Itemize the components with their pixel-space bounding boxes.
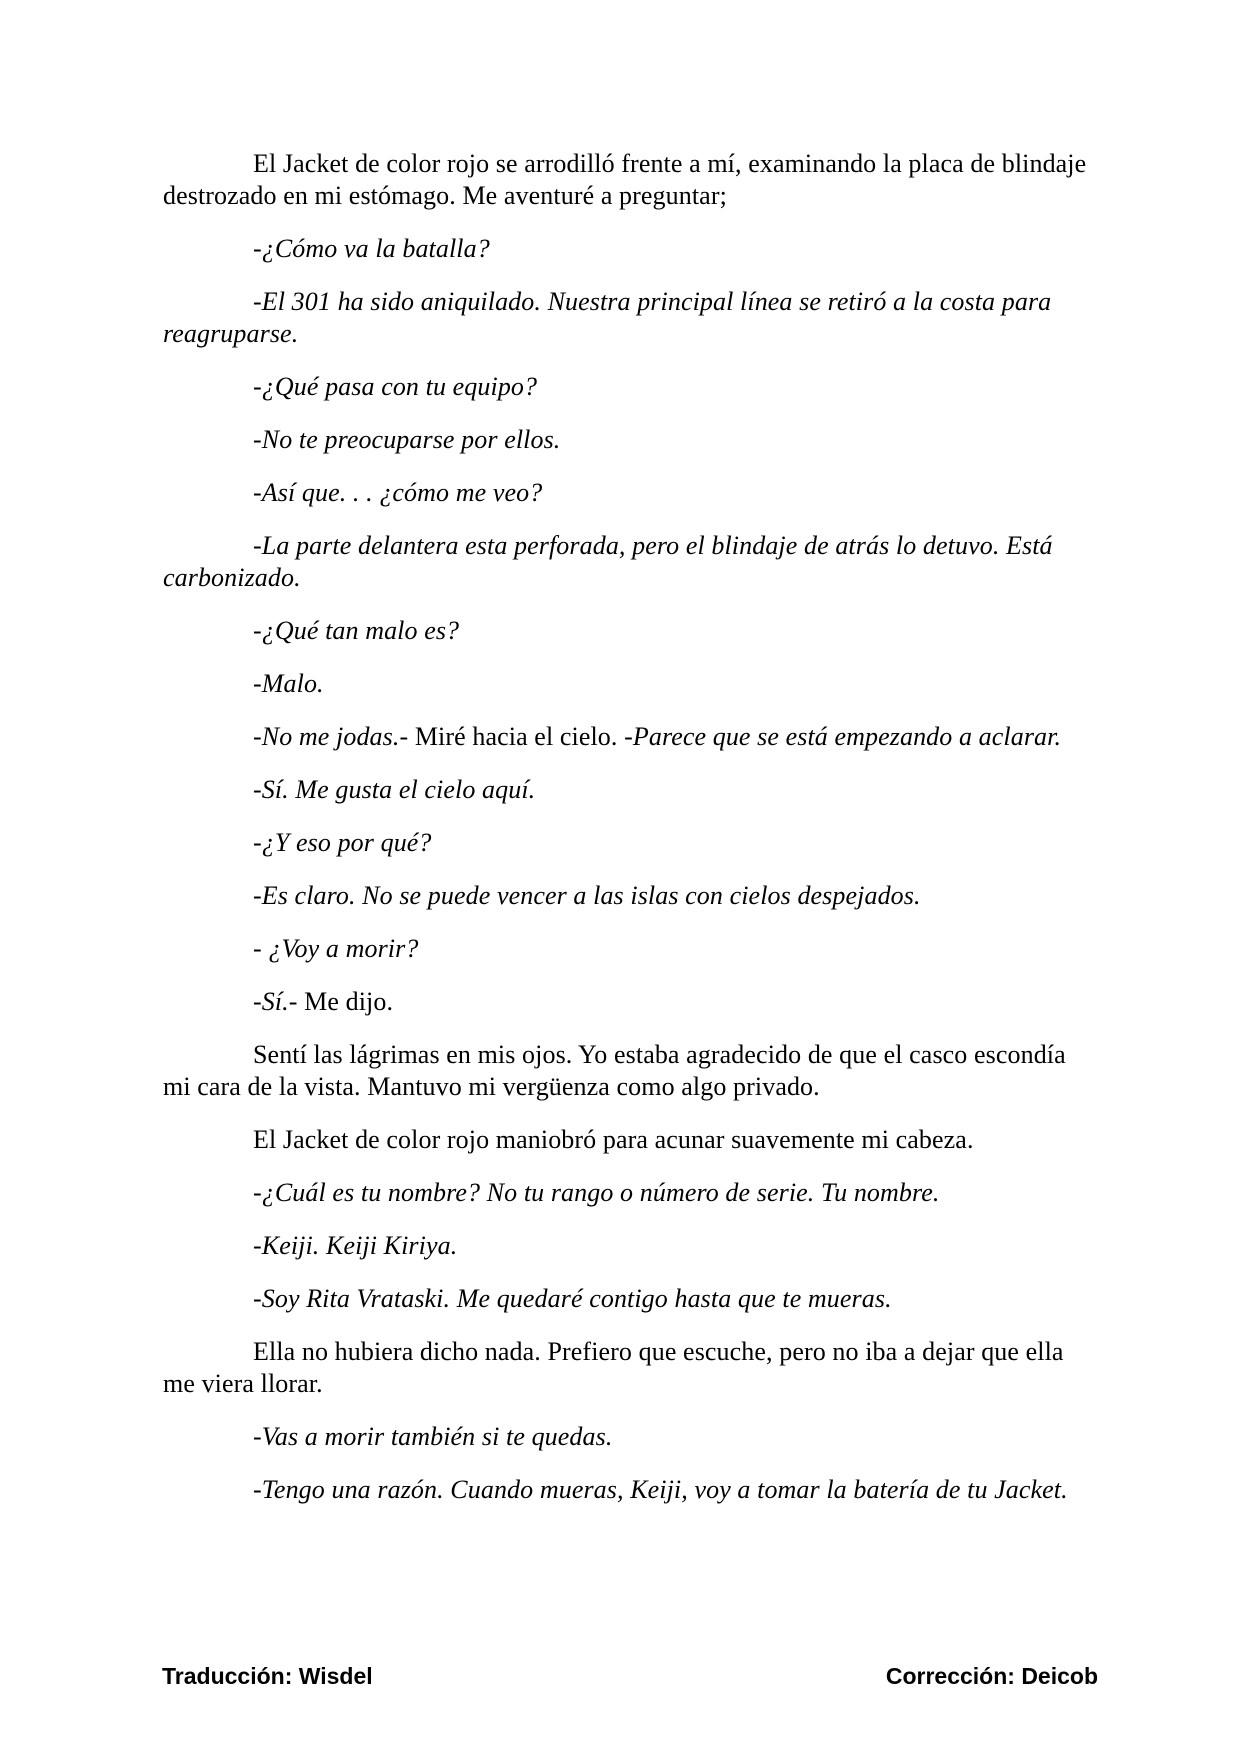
text-run: -¿Cómo va la batalla? [253, 234, 490, 263]
text-run: -Vas a morir también si te quedas. [253, 1422, 613, 1451]
text-run: El Jacket de color rojo maniobró para acunar suavemente mi cabeza. [253, 1125, 974, 1154]
paragraph [163, 827, 1089, 859]
page-footer [162, 1663, 1098, 1690]
paragraph [163, 477, 1089, 509]
text-run: -Soy Rita Vrataski. Me quedaré contigo hasta que te mueras. [253, 1284, 892, 1313]
footer-translation-credit: Traducción: Wisdel [162, 1663, 373, 1689]
text-run: -Malo. [253, 669, 324, 698]
text-run: El Jacket de color rojo se arrodilló frente a mí, examinando la placa de blindaje destrozado en mi estómago. Me aventuré a preguntar; [163, 149, 1087, 210]
paragraph [163, 371, 1089, 403]
paragraph [163, 286, 1089, 350]
text-run: Sentí las lágrimas en mis ojos. Yo estaba agradecido de que el casco escondía mi cara de la vista. Mantuvo mi vergüenza como algo privado. [163, 1040, 1066, 1101]
paragraph [163, 1336, 1089, 1400]
text-run: Me dijo. [304, 987, 394, 1016]
body-text [163, 148, 1089, 1527]
text-run: -Tengo una razón. Cuando mueras, Keiji, voy a tomar la batería de tu Jacket. [253, 1475, 1068, 1504]
text-run: -Parece que se está empezando a aclarar. [624, 722, 1062, 751]
text-run: -No te preocuparse por ellos. [253, 425, 561, 454]
text-run: -¿Qué tan malo es? [253, 616, 460, 645]
text-run: -La parte delantera esta perforada, pero el blindaje de atrás lo detuvo. Está carbonizado. [163, 531, 1053, 592]
text-run: -Así que. . . ¿cómo me veo? [253, 478, 543, 507]
text-run: - ¿Voy a morir? [253, 934, 419, 963]
text-run: -¿Cuál es tu nombre? No tu rango o número de serie. Tu nombre. [253, 1178, 940, 1207]
paragraph [163, 986, 1089, 1018]
paragraph [163, 1230, 1089, 1262]
paragraph [163, 1283, 1089, 1315]
paragraph [163, 721, 1089, 753]
text-run: -No me jodas.- [253, 722, 415, 751]
paragraph [163, 668, 1089, 700]
paragraph [163, 530, 1089, 594]
text-run: -¿Qué pasa con tu equipo? [253, 372, 538, 401]
paragraph [163, 233, 1089, 265]
paragraph [163, 615, 1089, 647]
text-run: -¿Y eso por qué? [253, 828, 432, 857]
paragraph [163, 1421, 1089, 1453]
text-run: -Sí.- [253, 987, 305, 1016]
footer-correction-credit: Corrección: Deicob [885, 1663, 1098, 1689]
text-run: -Sí. Me gusta el cielo aquí. [253, 775, 536, 804]
paragraph [163, 880, 1089, 912]
paragraph [163, 933, 1089, 965]
paragraph [163, 424, 1089, 456]
paragraph [163, 1474, 1089, 1506]
paragraph [163, 1124, 1089, 1156]
text-run: Ella no hubiera dicho nada. Prefiero que escuche, pero no iba a dejar que ella me viera llorar. [163, 1337, 1064, 1398]
paragraph [163, 774, 1089, 806]
paragraph [163, 148, 1089, 212]
paragraph [163, 1039, 1089, 1103]
text-run: Miré hacia el cielo. [414, 722, 625, 751]
text-run: -Keiji. Keiji Kiriya. [253, 1231, 458, 1260]
text-run: -El 301 ha sido aniquilado. Nuestra principal línea se retiró a la costa para reagruparse. [163, 287, 1052, 348]
text-run: -Es claro. No se puede vencer a las islas con cielos despejados. [253, 881, 921, 910]
paragraph [163, 1177, 1089, 1209]
